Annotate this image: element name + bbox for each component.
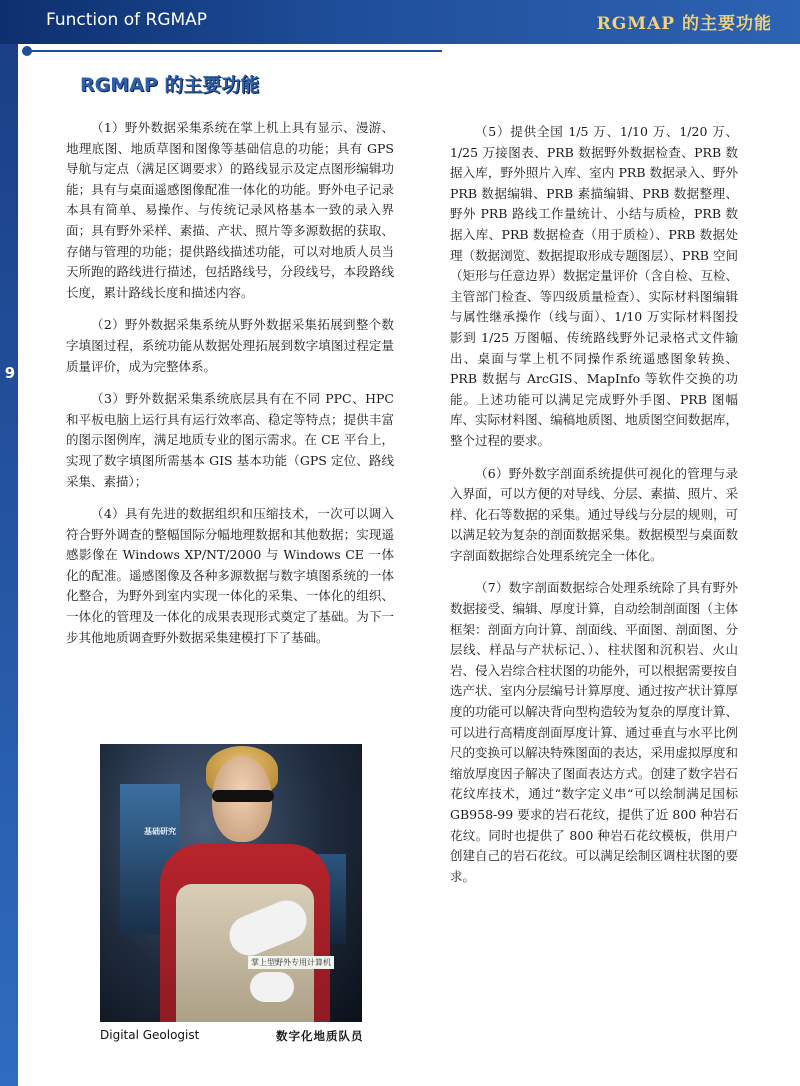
- paragraph-7: （7）数字剖面数据综合处理系统除了具有野外数据接受、编辑、厚度计算，自动绘制剖面图（主体框架：剖面方向计算、剖面线、平面图、剖面图、分层线、样品与产状标记、）、柱状图和沉积岩、火山岩、侵入岩综合柱状图的功能外，可以根据需要按自选产状、室内分层编号计算厚度、通过按产状计算厚度的功能可以解决背向型构造较为复杂的厚度计算、可以进行高精度剖面厚度计算、通过垂直与水平比例尺的变换可以解决特殊图面的表达，采用虚拟厚度和缩放厚度因子解决了图面表达方式。创建了数字岩石花纹库技术，通过“数字定义串“可以绘制满足国标 GB958-99 要求的岩石花纹，提供了近 800 种岩石花纹。同时也提供了 800 种岩石花纹模板，供用户创建自己的岩石花纹。可以满足绘制区调柱状图的要求。: [450, 580, 738, 884]
- paragraph-1: （1）野外数据采集系统在掌上机上具有显示、漫游、地理底图、地质草图和图像等基础信息的功能；具有 GPS 导航与定点（满足区调要求）的路线显示及定点图形编辑功能；具有与桌面遥感图像配准一体化的功能。野外电子记录本具有简单、易操作、与传统记录风格基本一致的录入界面；具有野外采样、素描、产状、照片等多源数据的获取、存储与管理的功能；提供路线描述功能，可以对地质人员当天所跑的路线进行描述，包括路线号，分段线号，本段路线长度，累计路线长度和描述内容。: [66, 120, 394, 300]
- right-column: [450, 122, 738, 899]
- sunglasses: [212, 790, 274, 802]
- header-left-title: Function of RGMAP: [46, 10, 208, 30]
- digital-geologist-photo: [100, 744, 362, 1022]
- device-label: 掌上型野外专用计算机: [248, 956, 334, 969]
- paragraph-3: （3）野外数据采集系统底层具有在不同 PPC、HPC 和平板电脑上运行具有运行效率高、稳定等特点；提供丰富的图示图例库，满足地质专业的图示需求。在 CE 平台上，实现了数字填图所需基本 GIS 基本功能（GPS 定位、路线采集、素描）；: [66, 391, 394, 489]
- page-number: 9: [4, 364, 16, 382]
- header-right-title: RGMAP 的主要功能: [596, 14, 772, 34]
- left-stripe: [0, 44, 18, 1086]
- caption-chinese: 数字化地质队员: [276, 1029, 364, 1043]
- paragraph-6: （6）野外数字剖面系统提供可视化的管理与录入界面，可以方便的对导线、分层、素描、照片、采样、化石等数据的采集。通过导线与分层的规则，可以满足较为复杂的剖面数据采集。数据模型与桌面数字剖面数据综合处理系统完全一体化。: [450, 465, 738, 563]
- paragraph-5: （5）提供全国 1/5 万、1/10 万、1/20 万、1/25 万接图表、PRB 数据野外数据检查、PRB 数据入库，野外照片入库、室内 PRB 数据录入、野外 PRB 数据编辑、PRB 素描编辑、PRB 数据整理、野外 PRB 路线工作量统计、小结与质检，PRB 数据入库、PRB 数据检查（用于质检）、PRB 数据处理（数据浏览、数据提取形成专题图层）、PRB 空间（矩形与任意边界）数据定量评价（含自检、互检、主管部门检查、等四级质量检查）、实际材料图编辑与属性继承操作（线与面）、1/10 万实际材料图投影到 1/25 万图幅、传统路线野外记录格式文件输出、桌面与掌上机不同操作系统遥感图象转换、PRB 数据与 ArcGIS、MapInfo 等软件交换的功能。上述功能可以满足完成野外手图、PRB 图幅库、实际材料图、编稿地质图、地质图空间数据库，整个过程的要求。: [450, 124, 738, 448]
- left-column: [66, 118, 394, 660]
- paragraph-4: （4）具有先进的数据组织和压缩技术，一次可以调入符合野外调查的整幅国际分幅地理数据和其他数据；实现遥感影像在 Windows XP/NT/2000 与 Windows CE 一体化的配准。遥感图像及各种多源数据与数字填图系统的一体化整合，为野外到室内实现一体化的采集、一体化的组织、一体化的管理及一体化的成果表现形式奠定了基础。为下一步其他地质调查野外数据采集建模打下了基础。: [66, 506, 394, 645]
- photo-wall-sign: 基础研究: [144, 827, 176, 836]
- caption-english: Digital Geologist: [100, 1028, 200, 1042]
- page-title: RGMAP 的主要功能: [80, 74, 260, 96]
- header-rule: [28, 50, 442, 52]
- paragraph-2: （2）野外数据采集系统从野外数据采集拓展到整个数字填图过程，系统功能从数据处理拓展到数字填图过程定量质量评价，成为完整体系。: [66, 317, 394, 374]
- gloved-hand-lower: [250, 972, 294, 1002]
